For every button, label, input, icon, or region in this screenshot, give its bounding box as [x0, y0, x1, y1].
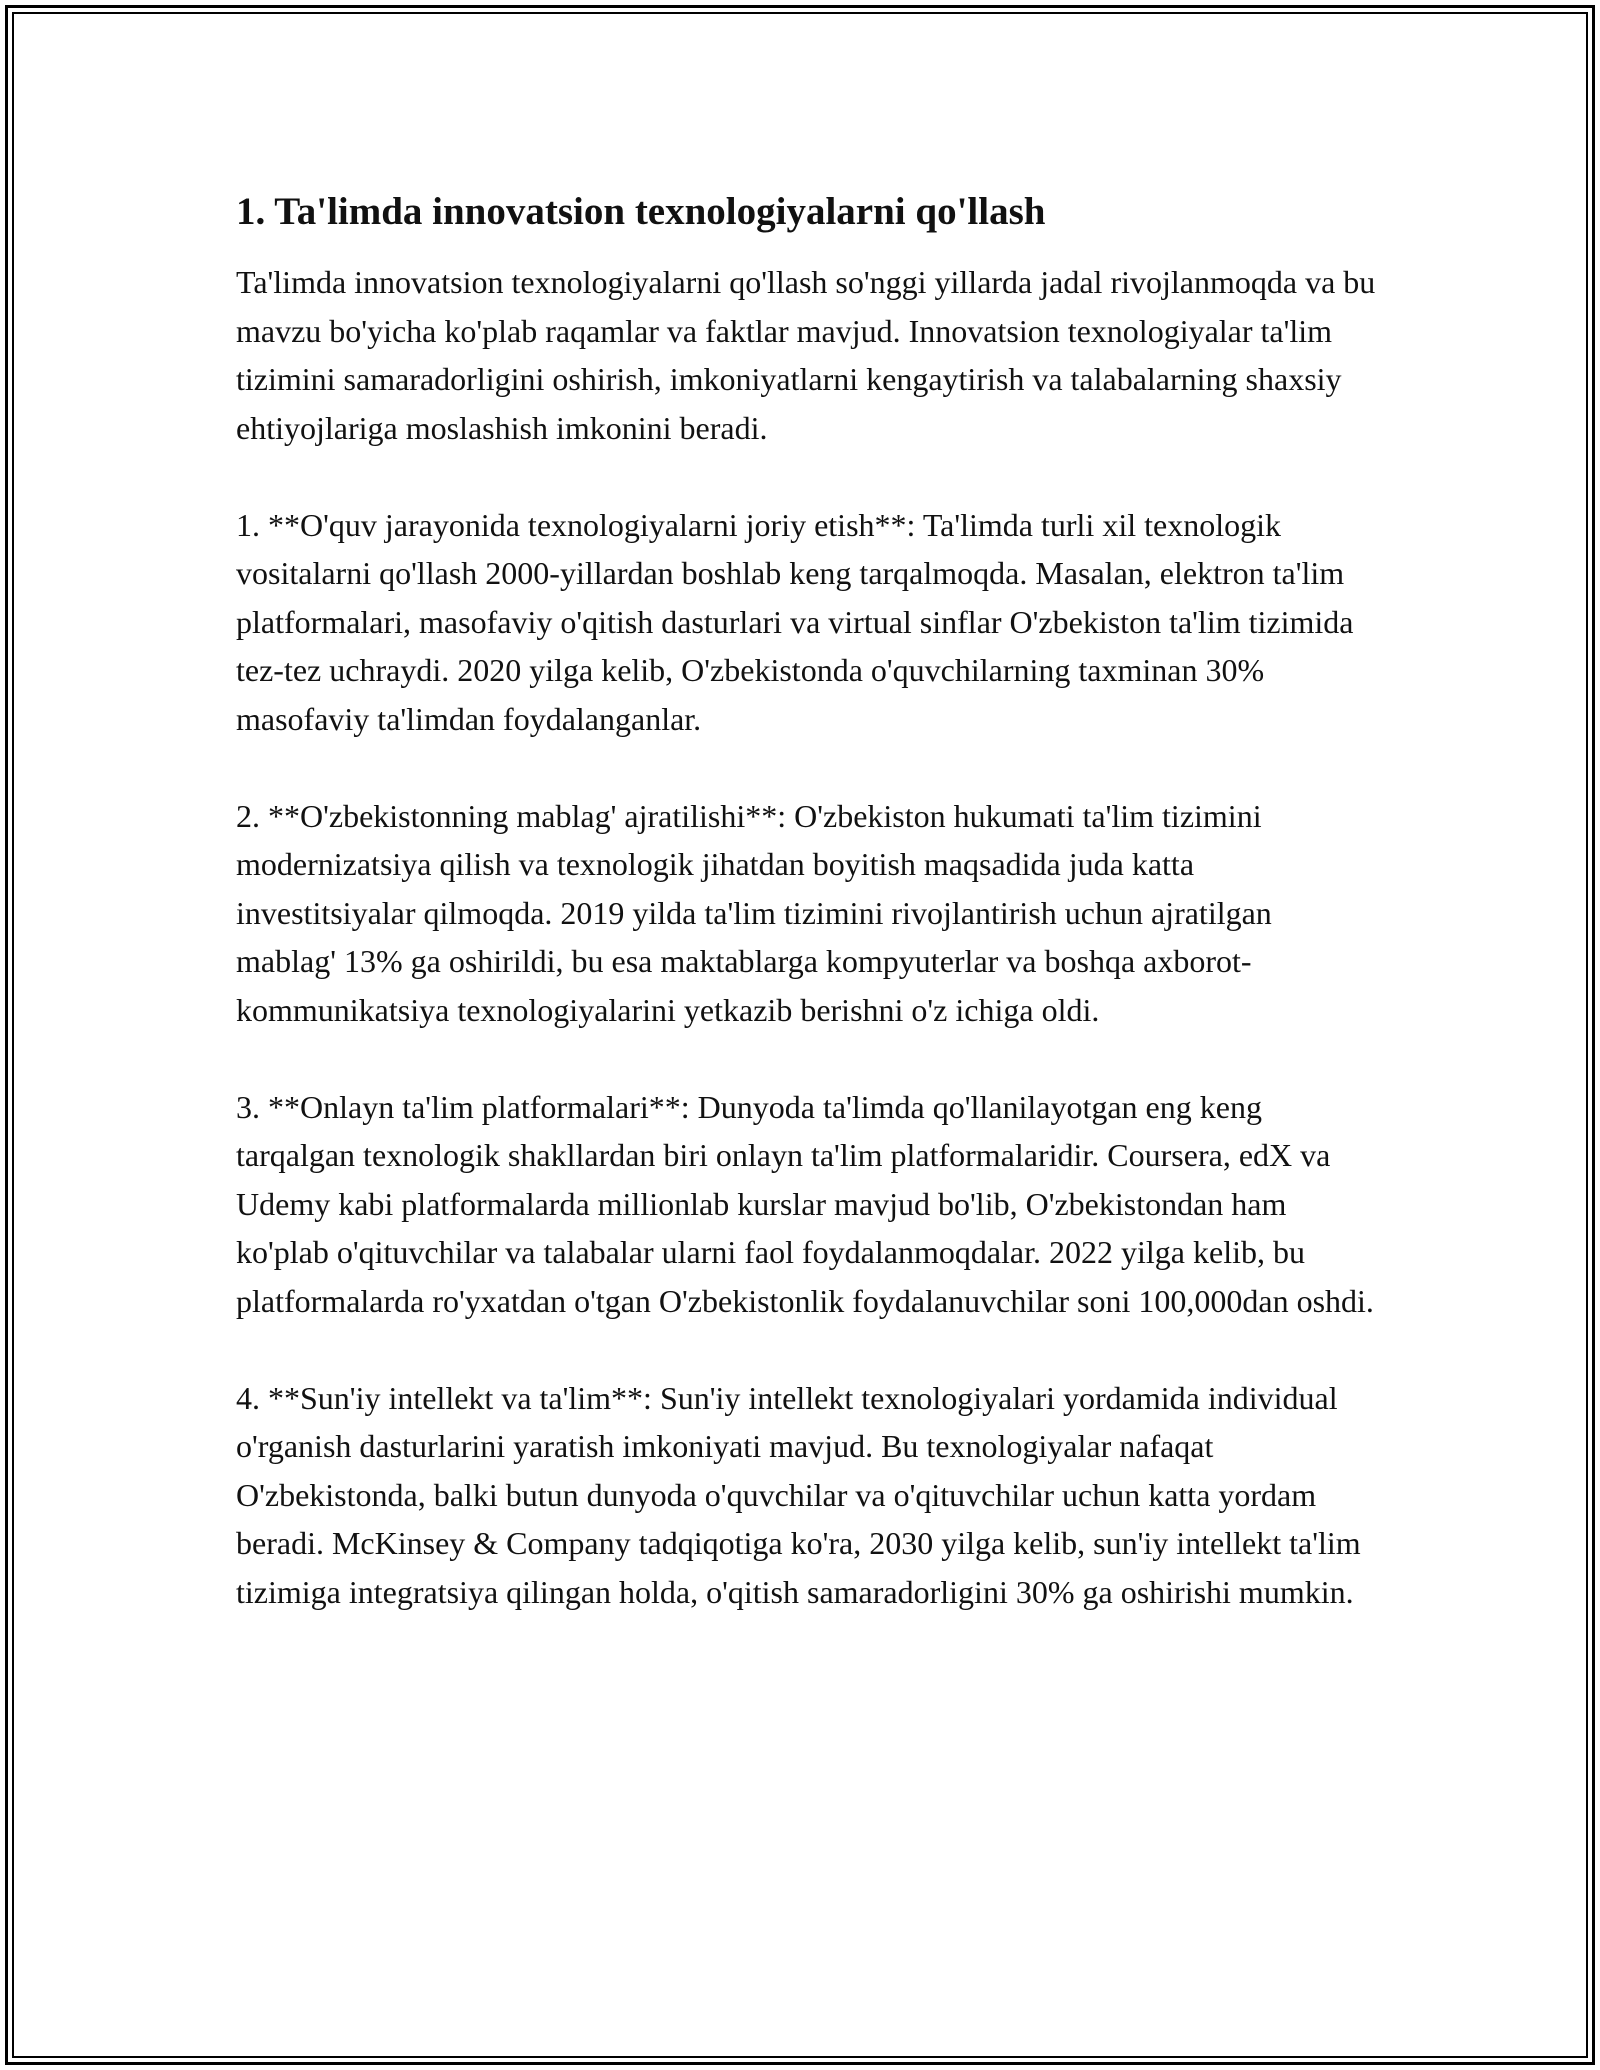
section-title: 1. Ta'limda innovatsion texnologiyalarni qo'llash: [236, 190, 1046, 233]
list-item-artificial-intelligence: 4. **Sun'iy intellekt va ta'lim**: Sun'iy intellekt texnologiyalari yordamida individual o'rganish dasturlarini yaratish imkoniyati mavjud. Bu texnologiyalar nafaqat O'zbekistonda, balki butun dunyoda o'quvchilar va o'qituvchilar uchun katta yordam beradi. McKinsey & Company tadqiqotiga ko'ra, 2030 yilga kelib, sun'iy intellekt ta'lim tizimiga integratsiya qilingan holda, o'qitish samaradorligini 30% ga oshirishi mumkin.: [236, 1379, 1361, 1610]
list-item-online-platforms: 3. **Onlayn ta'lim platformalari**: Dunyoda ta'limda qo'llanilayotgan eng keng tarqalgan texnologik shakllardan biri onlayn ta'lim platformalaridir. Coursera, edX va Udemy kabi platformalarda millionlab kurslar mavjud bo'lib, O'zbekistondan ham ko'plab o'qituvchilar va talabalar ularni faol foydalanmoqdalar. 2022 yilga kelib, bu platformalarda ro'yxatdan o'tgan O'zbekistonlik foydalanuvchilar soni 100,000dan oshdi.: [236, 1088, 1374, 1319]
intro-paragraph: Ta'limda innovatsion texnologiyalarni qo'llash so'nggi yillarda jadal rivojlanmoqda va bu mavzu bo'yicha ko'plab raqamlar va faktlar mavjud. Innovatsion texnologiyalar ta'lim tizimini samaradorligini oshirish, imkoniyatlarni kengaytirish va talabalarning shaxsiy ehtiyojlariga moslashish imkonini beradi.: [236, 264, 1376, 446]
document-body: [236, 186, 1376, 1665]
list-item-technology-adoption: 1. **O'quv jarayonida texnologiyalarni joriy etish**: Ta'limda turli xil texnologik vositalarni qo'llash 2000-yillardan boshlab keng tarqalmoqda. Masalan, elektron ta'lim platformalari, masofaviy o'qitish dasturlari va virtual sinflar O'zbekiston ta'lim tizimida tez-tez uchraydi. 2020 yilga kelib, O'zbekistonda o'quvchilarning taxminan 30% masofaviy ta'limdan foydalanganlar.: [236, 506, 1354, 737]
list-item-funding: 2. **O'zbekistonning mablag' ajratilishi**: O'zbekiston hukumati ta'lim tizimini modernizatsiya qilish va texnologik jihatdan boyitish maqsadida juda katta investitsiyalar qilmoqda. 2019 yilda ta'lim tizimini rivojlantirish uchun ajratilgan mablag' 13% ga oshirildi, bu esa maktablarga kompyuterlar va boshqa axborot-kommunikatsiya texnologiyalarini yetkazib berishni o'z ichiga oldi.: [236, 797, 1272, 1028]
